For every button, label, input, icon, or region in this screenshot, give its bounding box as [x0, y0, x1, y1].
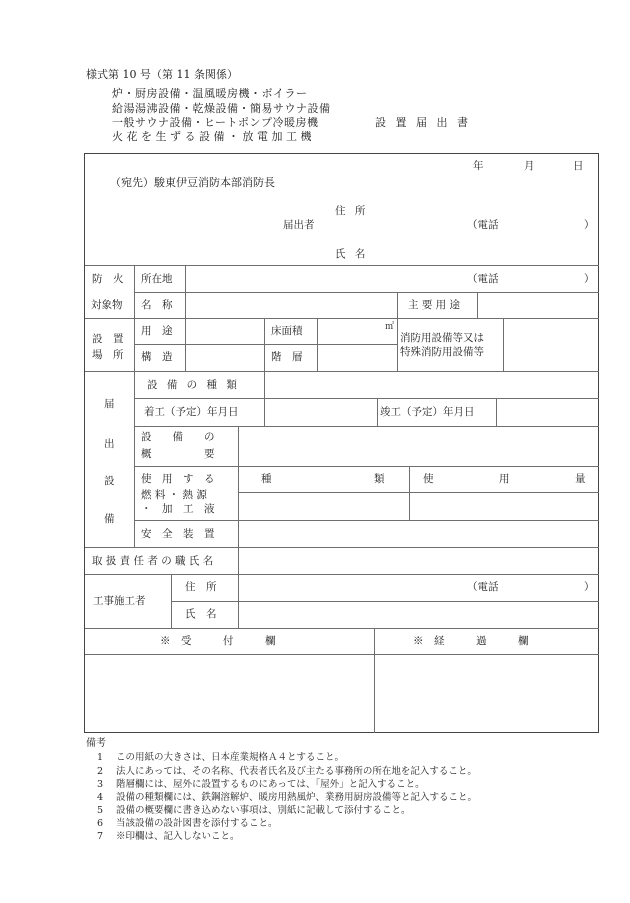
manager-label: 取 扱 責 任 者 の 職 氏 名: [92, 555, 214, 567]
rule: [134, 265, 135, 547]
structure-label: 構 造: [141, 351, 173, 363]
fuel-kind-field[interactable]: [240, 494, 407, 518]
fire-target-label-2: 対象物: [91, 299, 123, 311]
note-number: 1: [97, 752, 104, 763]
note-text: 階層欄には、屋外に設置するものにあっては、「屋外」と記入すること。: [116, 779, 425, 790]
overview-label-1: 設 備 の: [141, 431, 215, 443]
note-text: ※印欄は、記入しないこと。: [116, 831, 240, 842]
notifier-address-label: 住 所: [335, 205, 369, 217]
note-text: 設備の概要欄に書き込めない事項は、別紙に記載して添付すること。: [116, 805, 411, 816]
rule: [374, 628, 375, 733]
fuel-label-3: ・ 加 工 液: [141, 503, 215, 515]
rule: [238, 492, 599, 493]
amount-header-a: 使: [423, 473, 434, 485]
form-title: 設 置 届 出 書: [375, 116, 471, 129]
rule: [264, 371, 265, 426]
rule: [85, 574, 599, 575]
amount-header-b: 用: [499, 473, 510, 485]
fuel-amount-field[interactable]: [411, 494, 597, 518]
rule: [317, 318, 318, 371]
manager-field[interactable]: [240, 549, 597, 572]
reception-label: ※ 受 付 欄: [160, 635, 276, 647]
safety-device-label: 安 全 装 置: [141, 528, 215, 540]
main-use-field[interactable]: [479, 294, 597, 317]
submission-date-field[interactable]: [440, 158, 595, 174]
floor-level-label: 階 層: [271, 351, 303, 363]
date-month-label: 月: [524, 160, 535, 172]
rule: [171, 574, 172, 628]
note-text: この用紙の大きさは、日本産業規格Ａ４とすること。: [116, 752, 345, 763]
rule: [134, 520, 599, 521]
contractor-phone-field[interactable]: [500, 576, 580, 599]
fuel-label-2: 燃 料 ・ 熱 源: [141, 489, 207, 501]
rule: [85, 318, 599, 319]
rule: [397, 292, 398, 371]
finish-date-label: 竣工（予定）年月日: [380, 406, 475, 418]
progress-area: [376, 656, 597, 731]
rule: [409, 466, 410, 520]
note-number: 2: [97, 766, 104, 777]
note-text: 法人にあっては、その名称、代表者氏名及び主たる事務所の所在地を記入すること。: [116, 766, 477, 777]
use-field[interactable]: [187, 320, 262, 343]
notifier-phone-field[interactable]: [500, 217, 580, 233]
equipment-type-field[interactable]: [266, 373, 597, 397]
location-field[interactable]: [187, 267, 457, 290]
floor-area-label: 床面積: [271, 325, 303, 337]
rule: [503, 318, 504, 371]
rule: [477, 292, 478, 318]
structure-field[interactable]: [187, 346, 262, 369]
rule: [85, 654, 599, 655]
floor-level-field[interactable]: [319, 346, 395, 369]
rule: [377, 398, 378, 426]
location-phone-field[interactable]: [500, 267, 580, 290]
name-label: 名 称: [141, 299, 173, 311]
install-place-label-2: 場 所: [92, 349, 124, 361]
rule: [134, 292, 599, 293]
equipment-group-char-1: 届: [104, 398, 115, 410]
fuel-label-1: 使 用 す る: [141, 473, 215, 485]
rule: [238, 426, 239, 628]
rule: [85, 371, 599, 372]
contractor-phone-close: ）: [584, 581, 595, 593]
fire-target-label-1: 防 火: [92, 273, 124, 285]
contractor-address-label: 住 所: [185, 581, 217, 593]
reception-area: [86, 656, 372, 731]
equipment-type-label: 設 備 の 種 類: [147, 379, 240, 391]
fire-equipment-label-1: 消防用設備等又は: [400, 332, 484, 344]
rule: [171, 601, 599, 602]
rule: [496, 398, 497, 426]
notes-heading: 備考: [86, 738, 106, 749]
progress-label: ※ 経 過 欄: [413, 635, 529, 647]
start-date-label: 着工（予定）年月日: [144, 406, 239, 418]
rule: [134, 344, 397, 345]
note-number: 7: [97, 831, 104, 842]
notifier-phone-close: ）: [584, 219, 595, 231]
note-number: 6: [97, 818, 104, 829]
start-date-field[interactable]: [266, 400, 375, 424]
rule: [85, 265, 599, 266]
note-text: 当該設備の設計図書を添付すること。: [116, 818, 278, 829]
note-number: 4: [97, 792, 104, 803]
contractor-label: 工事施工者: [93, 595, 146, 607]
equipment-group-char-3: 設: [104, 475, 115, 487]
equipment-group-char-2: 出: [104, 438, 115, 450]
use-label: 用 途: [141, 325, 173, 337]
contractor-address-field[interactable]: [240, 576, 460, 599]
equipment-line-2: 給湯湯沸設備・乾燥設備・簡易サウナ設備: [112, 102, 331, 115]
form-number: 様式第 10 号（第 11 条関係）: [86, 68, 238, 81]
equipment-group-char-4: 備: [104, 513, 115, 525]
square-meter-unit: ㎡: [385, 322, 395, 332]
location-label: 所在地: [141, 273, 173, 285]
overview-label-2: 概 要: [141, 448, 215, 460]
notifier-name-label: 氏 名: [335, 248, 369, 260]
note-number: 5: [97, 805, 104, 816]
contractor-name-label: 氏 名: [185, 608, 217, 620]
notifier-name-field[interactable]: [375, 244, 585, 262]
kind-header-a: 種: [261, 473, 272, 485]
fire-equipment-label-2: 特殊消防用設備等: [400, 346, 484, 358]
rule: [185, 265, 186, 371]
fire-equipment-field[interactable]: [505, 320, 597, 369]
target-name-field[interactable]: [187, 294, 395, 317]
amount-header-c: 量: [575, 473, 586, 485]
equipment-overview-field[interactable]: [240, 428, 597, 464]
addressee-text: （宛先）駿東伊豆消防本部消防長: [110, 176, 275, 189]
finish-date-field[interactable]: [498, 400, 597, 424]
equipment-line-1: 炉・厨房設備・温風暖房機・ボイラー: [112, 87, 308, 100]
install-place-label-1: 設 置: [92, 333, 124, 345]
rule: [134, 466, 599, 467]
contractor-phone-label: （電話: [467, 581, 499, 593]
date-day-label: 日: [573, 160, 584, 172]
location-phone-label: （電話: [467, 273, 499, 285]
floor-area-field[interactable]: [319, 320, 383, 343]
rule: [264, 318, 265, 371]
note-text: 設備の種類欄には、鉄鋼溶解炉、暖房用熱風炉、業務用厨房設備等と記入すること。: [116, 792, 478, 803]
equipment-line-3: 一般サウナ設備・ヒートポンプ冷暖房機: [112, 116, 319, 129]
safety-device-field[interactable]: [240, 522, 597, 545]
main-use-label: 主 要 用 途: [408, 299, 461, 311]
rule: [85, 628, 599, 629]
notifier-phone-label: （電話: [467, 219, 499, 231]
location-phone-close: ）: [584, 273, 595, 285]
equipment-line-4: 火 花 を 生 ず る 設 備 ・ 放 電 加 工 機: [112, 130, 312, 143]
date-year-label: 年: [473, 160, 484, 172]
notifier-label: 届出者: [283, 219, 315, 231]
rule: [134, 426, 599, 427]
kind-header-b: 類: [374, 473, 385, 485]
notifier-address-field[interactable]: [375, 202, 465, 232]
contractor-name-field[interactable]: [240, 603, 597, 626]
note-number: 3: [97, 779, 104, 790]
rule: [134, 398, 599, 399]
rule: [85, 547, 599, 548]
